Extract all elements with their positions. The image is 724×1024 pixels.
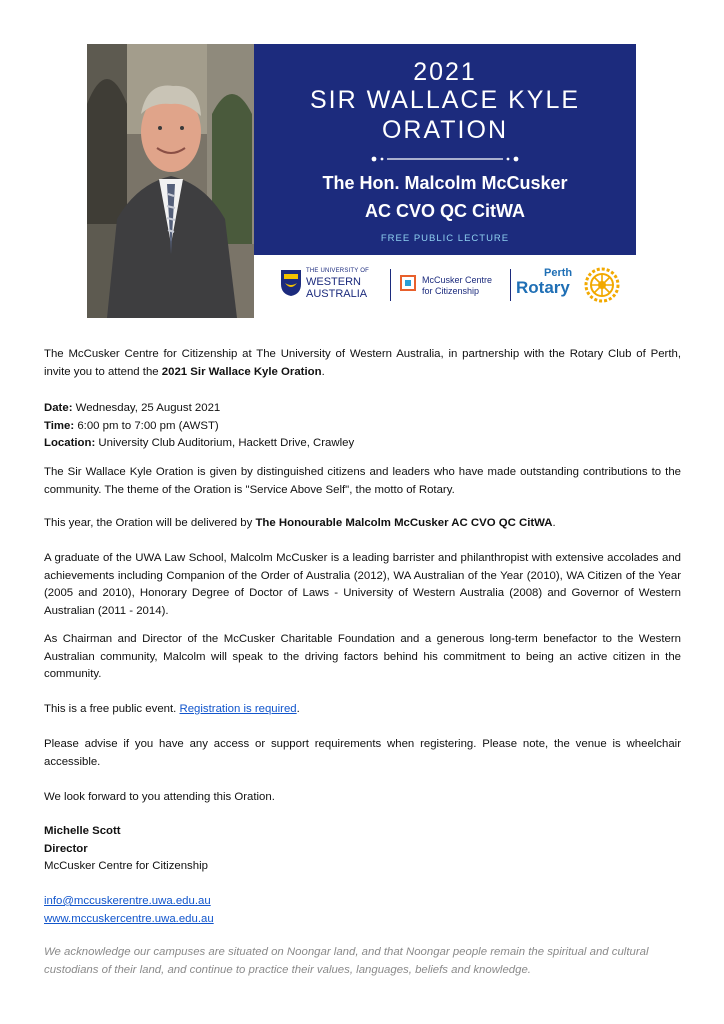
mccusker-mark-icon (400, 275, 416, 291)
title-panel (254, 44, 636, 255)
partner-logos (254, 255, 636, 318)
uwa-logo (280, 265, 380, 305)
intro-paragraph (44, 346, 681, 381)
registration-link[interactable]: Registration is required (179, 703, 297, 715)
uwa-logo-text: AUSTRALIA (306, 288, 368, 300)
punctuation: . (552, 517, 556, 529)
time-label: Time: (44, 419, 75, 432)
location-label: Location: (44, 437, 96, 450)
country-acknowledgement: We acknowledge our campuses are situated on Noongar land, and that Noongar people remain the spiritual and cultural custodians of their land, and continue to practice their values, languages, beliefs and knowledge. (44, 946, 649, 976)
email-link[interactable]: info@mccuskerentre.uwa.edu.au (44, 895, 211, 907)
free-event-paragraph (44, 701, 681, 719)
punctuation: . (321, 365, 325, 378)
speaker-paragraph (44, 515, 681, 533)
logo-divider (390, 269, 391, 301)
rotary-logo-text: Perth (544, 267, 573, 279)
uwa-logo-text: THE UNIVERSITY OF (306, 268, 369, 274)
mccusker-logo-text: McCusker Centre (422, 275, 493, 285)
chairman-paragraph: As Chairman and Director of the McCusker Charitable Foundation and a generous long-term benefactor to the Western Australian community, Malcolm will speak to the driving factors behind his commitment to being an active citizen in the community. (44, 633, 681, 681)
uwa-logo-text: WESTERN (306, 276, 361, 288)
free-event-text: This is a free public event. (44, 703, 180, 715)
access-paragraph: Please advise if you have any access or support requirements when registering. Please note, the venue is wheelchair accessible. (44, 738, 681, 768)
intro-text: The McCusker Centre for Citizenship at The University of Western Australia, in partnership with the Rotary Club of Perth, invite you to attend the (44, 348, 681, 378)
logo-divider (510, 269, 511, 301)
rotary-logo (516, 263, 626, 309)
signature-block (44, 823, 681, 876)
banner-title-line: ORATION (381, 116, 509, 144)
location-value: University Club Auditorium, Hackett Drive, Crawley (95, 437, 355, 450)
date-value: Wednesday, 25 August 2021 (72, 402, 221, 414)
banner-title-line: SIR WALLACE KYLE (309, 86, 581, 114)
free-lecture-tag: FREE PUBLIC LECTURE (380, 233, 510, 244)
rotary-wheel-icon (584, 267, 620, 303)
speaker-honours: AC CVO QC CitWA (365, 201, 525, 221)
closing-line: We look forward to you attending this Oration. (44, 791, 275, 803)
mccusker-centre-logo (400, 265, 510, 305)
speaker-photo (87, 44, 254, 318)
punctuation: . (296, 703, 300, 715)
rotary-logo-text: Rotary (516, 278, 570, 297)
speaker-intro-text: This year, the Oration will be delivered by (44, 517, 256, 529)
banner-year: 2021 (413, 58, 477, 86)
contact-links (44, 893, 681, 928)
signatory-title: Director (44, 842, 88, 855)
speaker-name: The Hon. Malcolm McCusker (322, 173, 568, 193)
uwa-crest-icon (280, 269, 302, 297)
speaker-full-name: The Honourable Malcolm McCusker AC CVO QC CitWA (255, 517, 553, 529)
date-label: Date: (44, 402, 73, 414)
signatory-organisation: McCusker Centre for Citizenship (44, 860, 208, 873)
time-value: 6:00 pm to 7:00 pm (AWST) (74, 419, 219, 432)
biography-paragraph: A graduate of the UWA Law School, Malcolm McCusker is a leading barrister and philanthropist with extensive accolades and achievements including Companion of the Order of Australia (2012), WA Australian of the Year (2010), WA Citizen of the Year (2005 and 2010), Honorary Degree of Doctor of Laws - University of Western Australia (2008) and Governor of Western Australian (2011 - 2014). (44, 552, 681, 617)
event-banner (87, 44, 636, 318)
theme-paragraph: The Sir Wallace Kyle Oration is given by distinguished citizens and leaders who have made outstanding contributions to the community. The theme of the Oration is "Service Above Self", the motto of Rotary. (44, 466, 681, 496)
website-link[interactable]: www.mccuskercentre.uwa.edu.au (44, 912, 214, 925)
oration-name: 2021 Sir Wallace Kyle Oration (161, 365, 322, 378)
signatory-name: Michelle Scott (44, 825, 121, 837)
divider-ornament (371, 156, 519, 162)
event-details (44, 400, 681, 453)
mccusker-logo-text: for Citizenship (422, 286, 480, 296)
